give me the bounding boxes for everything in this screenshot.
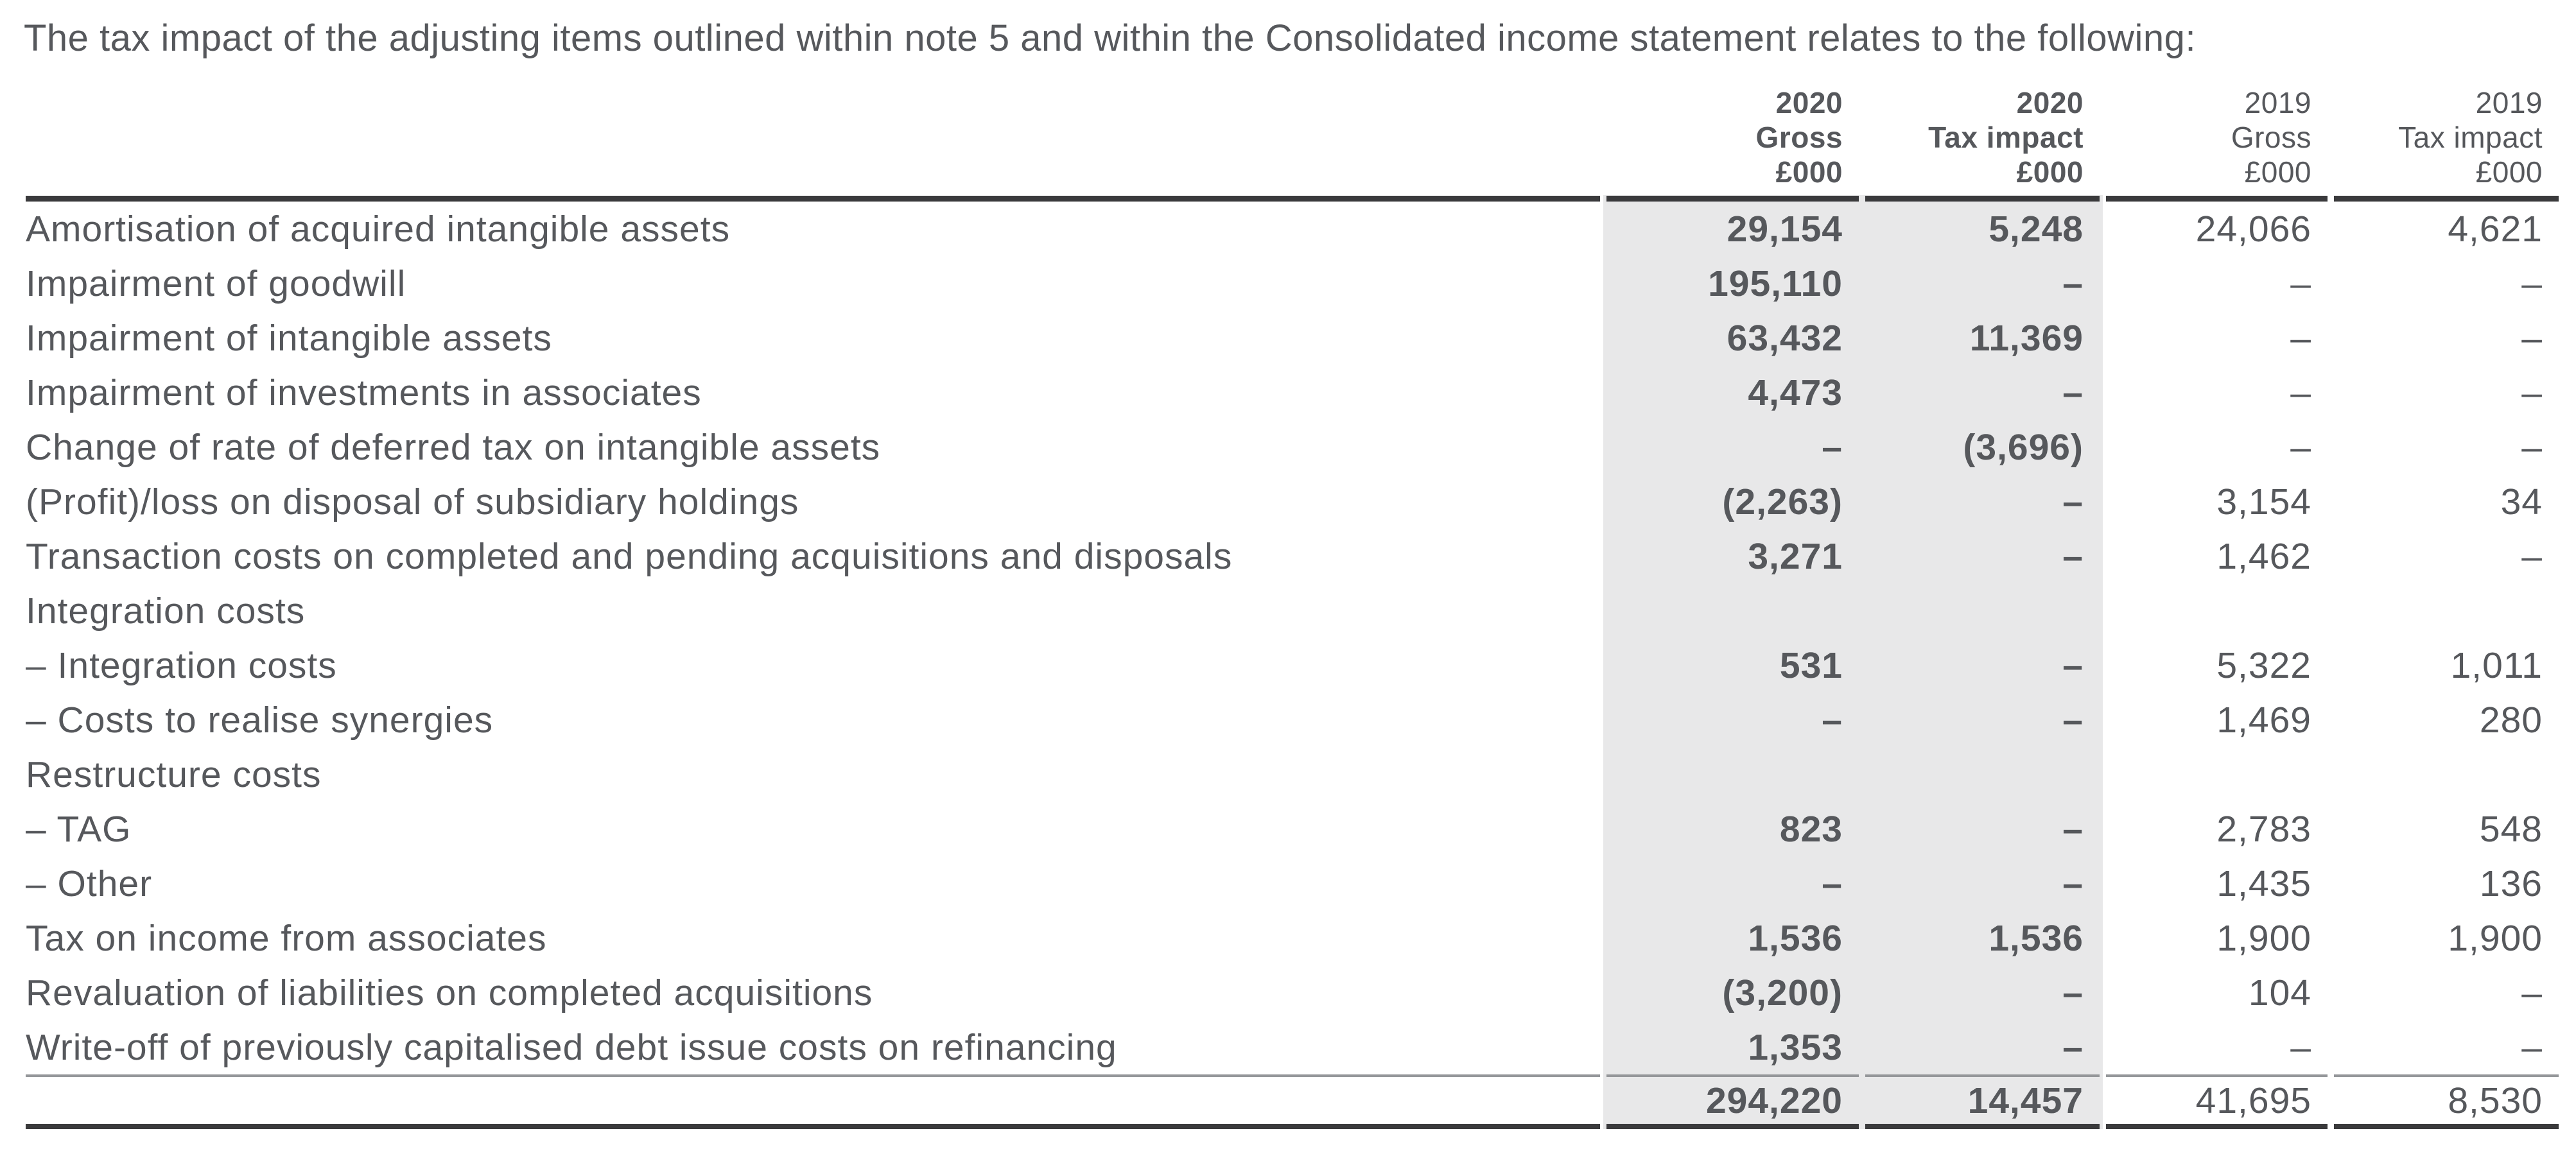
header-measure: Gross	[1755, 121, 1843, 154]
row-label: Amortisation of acquired intangible assets	[26, 208, 731, 250]
table-row	[26, 583, 2559, 638]
row-label: Transaction costs on completed and pending acquisitions and disposals	[26, 535, 1233, 577]
row-value: 5,248	[1989, 208, 2084, 250]
row-value: –	[2062, 863, 2084, 904]
row-value: –	[2290, 263, 2311, 304]
header-year: 2020	[2016, 86, 2084, 119]
row-label: Change of rate of deferred tax on intangible assets	[26, 426, 881, 468]
row-value	[1606, 747, 1859, 802]
row-value: 1,900	[2448, 917, 2543, 959]
row-value: –	[2062, 263, 2084, 304]
row-value: 29,154	[1727, 208, 1843, 250]
row-value: –	[2521, 317, 2543, 359]
row-value: 34	[2500, 481, 2543, 522]
header-2020-gross	[1606, 72, 1859, 202]
row-value: 4,621	[2448, 208, 2543, 250]
row-value: –	[2521, 426, 2543, 468]
row-value: 823	[1779, 808, 1843, 850]
row-value	[1865, 747, 2100, 802]
row-value: 1,462	[2216, 535, 2311, 577]
row-value: –	[1822, 426, 1843, 468]
row-value: –	[2062, 535, 2084, 577]
total-2019-tax-impact: 8,530	[2334, 1074, 2559, 1129]
row-value: –	[2521, 972, 2543, 1013]
header-year: 2020	[1775, 86, 1843, 119]
row-value: –	[1822, 863, 1843, 904]
row-value: –	[2062, 481, 2084, 522]
row-value: 3,154	[2216, 481, 2311, 522]
row-value: 24,066	[2195, 208, 2311, 250]
row-value: 1,536	[1989, 917, 2084, 959]
table-header	[26, 72, 2559, 202]
header-2020-tax-impact	[1865, 72, 2100, 202]
header-unit: £000	[2244, 155, 2311, 189]
row-value: –	[1822, 699, 1843, 741]
row-label: (Profit)/loss on disposal of subsidiary holdings	[26, 481, 799, 522]
table-row	[26, 965, 2559, 1020]
row-value: –	[2062, 972, 2084, 1013]
row-value: –	[2290, 1026, 2311, 1068]
header-unit: £000	[2016, 155, 2084, 189]
row-value: –	[2521, 535, 2543, 577]
header-measure: Tax impact	[2398, 121, 2543, 154]
table-body	[26, 202, 2559, 1074]
row-value	[1865, 583, 2100, 638]
total-2019-gross: 41,695	[2106, 1074, 2328, 1129]
row-value: –	[2062, 372, 2084, 413]
total-row	[26, 1074, 2559, 1129]
row-value	[1606, 583, 1859, 638]
header-2019-gross	[2106, 72, 2328, 202]
row-label: – Other	[26, 863, 153, 904]
row-label: Revaluation of liabilities on completed acquisitions	[26, 972, 873, 1013]
total-2020-tax-impact: 14,457	[1865, 1074, 2100, 1129]
table-row	[26, 365, 2559, 420]
table-row	[26, 474, 2559, 529]
table-row	[26, 420, 2559, 474]
row-label: Integration costs	[26, 590, 306, 632]
header-row	[26, 72, 2559, 202]
table-row	[26, 802, 2559, 856]
row-value: –	[2521, 372, 2543, 413]
header-measure: Gross	[2231, 121, 2311, 154]
row-value: 1,435	[2216, 863, 2311, 904]
row-label: Impairment of investments in associates	[26, 372, 702, 413]
row-label: Impairment of goodwill	[26, 263, 406, 304]
table-row	[26, 529, 2559, 583]
row-value: –	[2290, 426, 2311, 468]
table-row	[26, 911, 2559, 965]
intro-text: The tax impact of the adjusting items outlined within note 5 and within the Consolidated income statement relates to the following:	[24, 17, 2197, 59]
header-year: 2019	[2475, 86, 2543, 119]
row-value	[2106, 747, 2328, 802]
row-value: (3,696)	[1963, 426, 2084, 468]
header-year: 2019	[2244, 86, 2311, 119]
row-value: –	[2062, 699, 2084, 741]
row-label: Restructure costs	[26, 754, 322, 795]
row-value: –	[2062, 808, 2084, 850]
row-value: 1,353	[1748, 1026, 1843, 1068]
tax-impact-table	[19, 72, 2565, 1129]
row-value: –	[2062, 1026, 2084, 1068]
row-value: –	[2062, 644, 2084, 686]
table-row	[26, 1020, 2559, 1074]
row-value: 2,783	[2216, 808, 2311, 850]
row-value: –	[2521, 1026, 2543, 1068]
row-value	[2334, 583, 2559, 638]
row-value: 1,900	[2216, 917, 2311, 959]
row-value: –	[2521, 263, 2543, 304]
row-value	[2106, 583, 2328, 638]
header-2019-tax-impact	[2334, 72, 2559, 202]
row-value: 104	[2248, 972, 2311, 1013]
row-value: (2,263)	[1722, 481, 1843, 522]
row-value	[2334, 747, 2559, 802]
row-label: – Costs to realise synergies	[26, 699, 494, 741]
row-value: 4,473	[1748, 372, 1843, 413]
total-2020-gross: 294,220	[1606, 1074, 1859, 1129]
row-label: Write-off of previously capitalised debt issue costs on refinancing	[26, 1026, 1117, 1068]
header-measure: Tax impact	[1928, 121, 2084, 154]
row-label: Tax on income from associates	[26, 917, 547, 959]
header-unit: £000	[1775, 155, 1843, 189]
row-value: –	[2290, 372, 2311, 413]
header-label-spacer	[26, 72, 1600, 202]
row-value: 11,369	[1969, 317, 2084, 359]
row-value: 531	[1779, 644, 1843, 686]
row-value: 3,271	[1748, 535, 1843, 577]
table-footer	[26, 1074, 2559, 1129]
row-value: 1,011	[2450, 644, 2543, 686]
row-value: 195,110	[1708, 263, 1843, 304]
table-row	[26, 638, 2559, 693]
row-label: – TAG	[26, 808, 132, 850]
row-value: 63,432	[1727, 317, 1843, 359]
row-value: 5,322	[2216, 644, 2311, 686]
total-label	[26, 1074, 1600, 1129]
row-value: 136	[2479, 863, 2543, 904]
row-value: (3,200)	[1722, 972, 1843, 1013]
table-row	[26, 747, 2559, 802]
row-label: Impairment of intangible assets	[26, 317, 552, 359]
row-value: 548	[2479, 808, 2543, 850]
table-row	[26, 693, 2559, 747]
table-row	[26, 256, 2559, 311]
table-row	[26, 856, 2559, 911]
table-row	[26, 311, 2559, 365]
header-unit: £000	[2475, 155, 2543, 189]
row-label: – Integration costs	[26, 644, 337, 686]
row-value: 1,536	[1748, 917, 1843, 959]
table-row	[26, 202, 2559, 256]
row-value: 280	[2479, 699, 2543, 741]
row-value: –	[2290, 317, 2311, 359]
row-value: 1,469	[2216, 699, 2311, 741]
